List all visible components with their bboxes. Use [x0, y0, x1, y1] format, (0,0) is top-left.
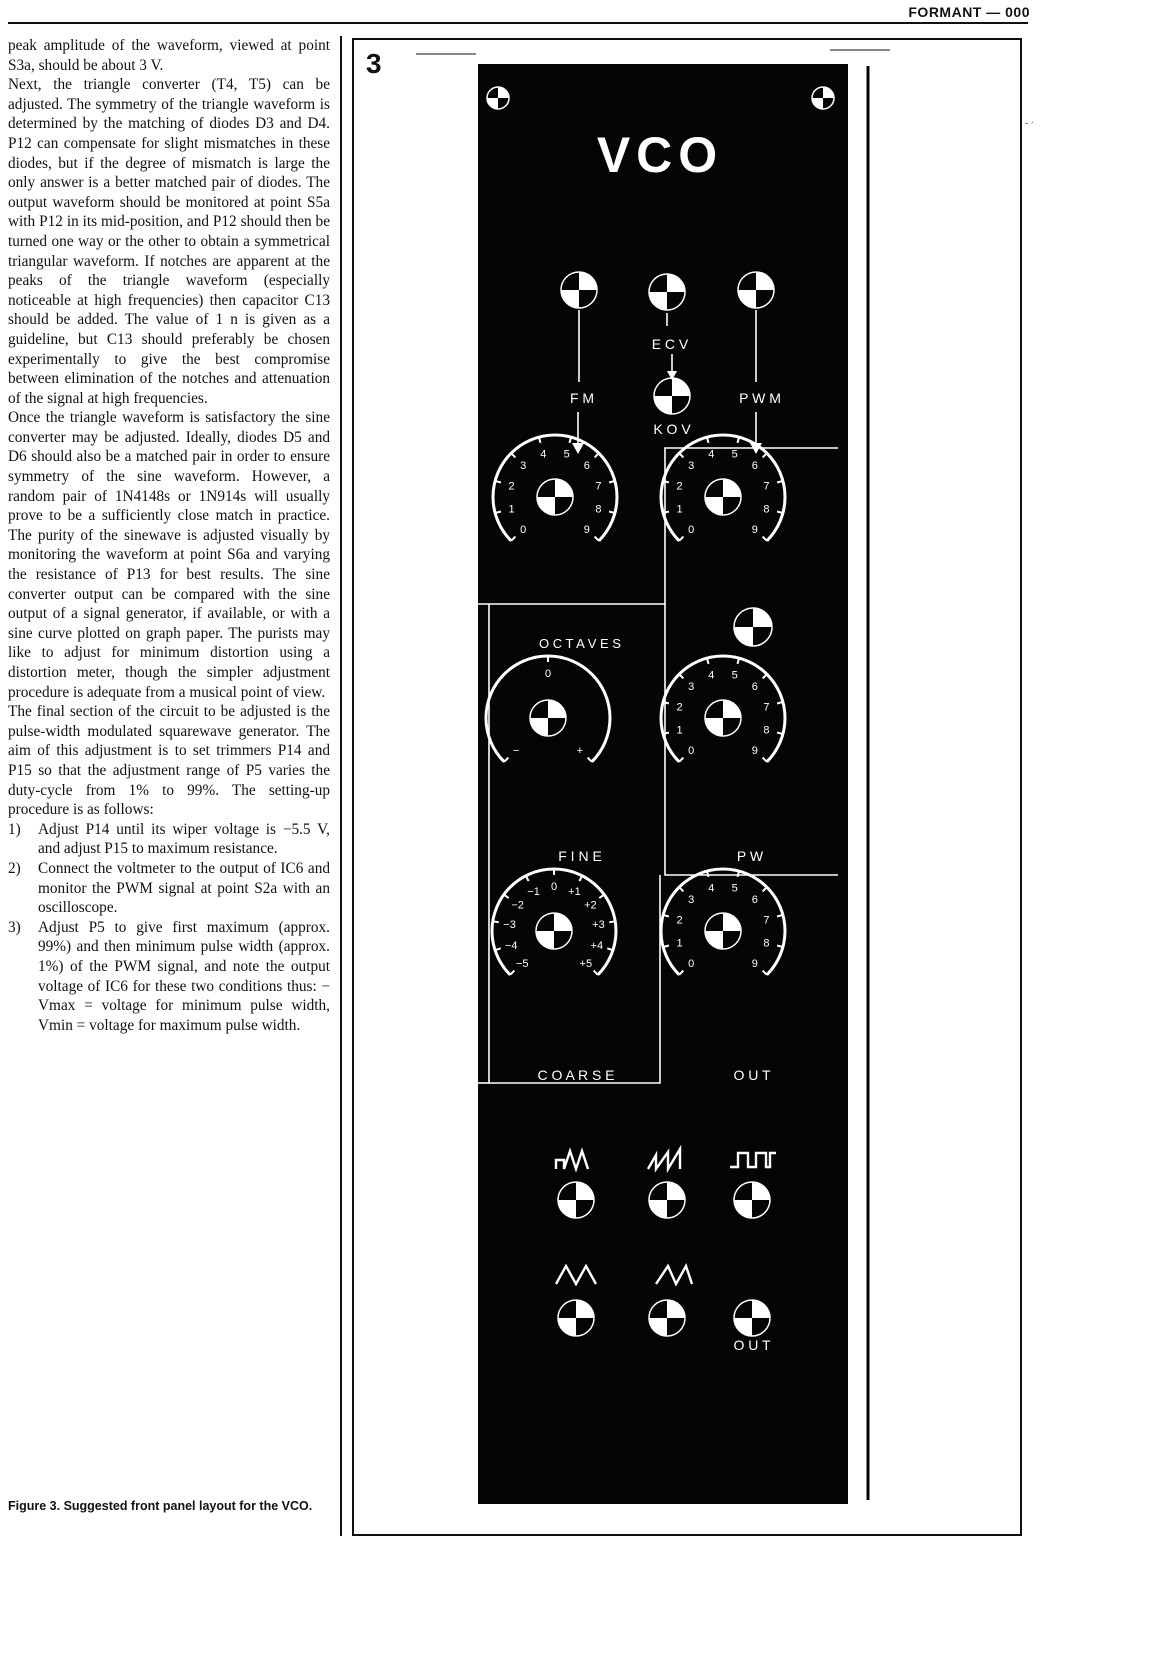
dial-tick-label: 3 [520, 460, 527, 473]
dial-tick-label: 5 [731, 669, 738, 682]
dial-tick-label: 9 [751, 957, 758, 970]
dial-tick-label: 5 [731, 448, 738, 461]
screw-icon-top-left [487, 87, 509, 109]
label-coarse: C O A R S E [537, 1067, 615, 1083]
label-pw: P W [736, 848, 764, 864]
dial-tick-label: 8 [763, 937, 770, 950]
label-fine: F I N E [558, 848, 602, 864]
dial-tick-label: 9 [751, 744, 758, 757]
dial-tick-label: 6 [751, 894, 758, 907]
dial-tick-label: +5 [579, 957, 593, 970]
knob-center-icon [536, 913, 572, 949]
screw-icon-top-right [812, 87, 834, 109]
pulse-output-jack [734, 1182, 770, 1218]
dial-tick-label: + [576, 744, 584, 757]
sawtooth-output-jack [649, 1182, 685, 1218]
dial-tick-label: 1 [508, 503, 515, 516]
step-3-text: Adjust P5 to give first maximum (approx. 99%) and then minimum pulse width (approx. 1%) of the PWM signal, and note the output voltage of IC6 for these two conditions thus: − Vmax = voltage for minimum pulse width, Vmin = voltage for maximum pulse width. [38, 918, 330, 1034]
dial-tick-label: 6 [583, 460, 590, 473]
ramp-output-jack [649, 1300, 685, 1336]
dial-tick-label: −1 [527, 885, 540, 898]
ecv-input-jack [649, 274, 685, 310]
knob-center-icon [705, 479, 741, 515]
dial-tick-label: −5 [515, 957, 529, 970]
screw-icon-middle [734, 608, 772, 646]
label-kov: K O V [653, 421, 691, 437]
dial-tick-label: 6 [751, 460, 758, 473]
running-head: FORMANT — 000 [908, 4, 1030, 20]
dial-tick-label: 0 [688, 744, 695, 757]
pwm-input-jack [738, 272, 774, 308]
label-pwm: P W M [739, 390, 781, 406]
step-2-number: 2) [8, 859, 21, 877]
dial-tick-label: 9 [583, 523, 590, 536]
step-1 [8, 820, 330, 859]
dial-tick-label: 2 [676, 914, 683, 927]
fm-input-jack [561, 272, 597, 308]
label-ecv: E C V [651, 336, 689, 352]
column-divider [340, 36, 342, 1536]
step-1-number: 1) [8, 820, 21, 838]
triangle-output-jack [558, 1300, 594, 1336]
paragraph-3: Once the triangle waveform is satisfactory the sine converter may be adjusted. Ideally, diodes D5 and D6 should also be a matched pair in order to ensure symmetry of the sine waveform. However, a random pair of 1N4148s or 1N914s will usually prove to be a sufficiently close match in practice. The purity of the sinewave is adjusted visually by monitoring the waveform at point S6a and varying the resistance of P13 for best results. The sine converter output can be compared with the sine output of a signal generator, if available, or with a sine curve plotted on graph paper. The purists may like to adjust for minimum distortion using a distortion meter, though the simpler adjustment procedure is adequate from a musical point of view. [8, 409, 330, 701]
knob-center-icon [705, 913, 741, 949]
dial-tick-label: 1 [676, 503, 683, 516]
dial-tick-label: 3 [688, 460, 695, 473]
dial-tick-label: 8 [763, 503, 770, 516]
dial-tick-label: 7 [595, 480, 602, 493]
dial-tick-label: 0 [550, 881, 558, 893]
dial-tick-label: 0 [688, 523, 695, 536]
knob-center-icon [537, 479, 573, 515]
dial-tick-label: +4 [590, 939, 604, 952]
step-1-text: Adjust P14 until its wiper voltage is −5.5 V, and adjust P15 to maximum resistance. [38, 820, 330, 858]
vco-front-panel [352, 38, 1020, 1534]
stray-mark: - · [1024, 118, 1034, 129]
dial-tick-label: −2 [511, 899, 524, 912]
step-3-number: 3) [8, 918, 21, 936]
dial-tick-label: 3 [688, 894, 695, 907]
steps-list [8, 820, 330, 1036]
dial-tick-label: 1 [676, 937, 683, 950]
dial-tick-label: −3 [503, 918, 516, 931]
header-rule [8, 22, 1028, 24]
dial-tick-label: 4 [708, 882, 715, 895]
dial-tick-label: 4 [708, 448, 715, 461]
paragraph-4: The final section of the circuit to be adjusted is the pulse-width modulated squarewave generator. The aim of this adjustment is to set trimmers P14 and P15 so that the adjustment range of P5 varies the duty-cycle from 1% to 99%. The setting-up procedure is as follows: [8, 703, 330, 819]
label-out-jack: O U T [733, 1337, 771, 1353]
step-2-text: Connect the voltmeter to the output of IC6 and monitor the PWM signal at point S2a with an oscilloscope. [38, 859, 330, 917]
dial-tick-label: 7 [763, 480, 770, 493]
dial-tick-label: 0 [544, 668, 552, 680]
dial-tick-label: 3 [688, 681, 695, 694]
dial-tick-label: 4 [708, 669, 715, 682]
dial-tick-label: 7 [763, 701, 770, 714]
label-fm: F M [569, 390, 595, 406]
dial-tick-label: +3 [592, 918, 605, 931]
body-text-column [8, 36, 330, 1035]
dial-tick-label: 8 [763, 724, 770, 737]
dial-tick-label: 2 [508, 480, 515, 493]
dial-tick-label: +1 [568, 885, 581, 898]
dial-tick-label: 6 [751, 681, 758, 694]
dial-tick-label: 0 [520, 523, 527, 536]
sine-output-jack [558, 1182, 594, 1218]
dial-tick-label: 9 [751, 523, 758, 536]
dial-tick-label: 2 [676, 480, 683, 493]
panel-title: VCO [596, 127, 724, 183]
kov-input-jack [654, 378, 690, 414]
dial-tick-label: +2 [584, 899, 597, 912]
paragraph-1: peak amplitude of the waveform, viewed at point S3a, should be about 3 V. [8, 37, 330, 74]
knob-center-icon [530, 700, 566, 736]
dial-tick-label: −4 [504, 939, 518, 952]
dial-tick-label: 4 [540, 448, 547, 461]
dial-tick-label: 8 [595, 503, 602, 516]
step-2 [8, 859, 330, 918]
out-output-jack [734, 1300, 770, 1336]
label-out-level: O U T [733, 1067, 771, 1083]
dial-tick-label: 1 [676, 724, 683, 737]
label-octaves: O C T A V E S [539, 636, 621, 651]
dial-tick-label: 5 [563, 448, 570, 461]
step-3 [8, 918, 330, 1036]
dial-tick-label: 5 [731, 882, 738, 895]
knob-center-icon [705, 700, 741, 736]
paragraph-2: Next, the triangle converter (T4, T5) can be adjusted. The symmetry of the triangle waveform is determined by the matching of diodes D3 and D4. P12 can compensate for slight mismatches in these diodes, but if the degree of mismatch is large the only answer is a better matched pair of diodes. The output waveform should be monitored at point S5a with P12 in its mid-position, and P12 should then be turned one way or the other to obtain a symmetrical triangular waveform. If notches are apparent at the peaks of the triangle waveform (especially noticeable at high frequencies) then capacitor C13 should be added. The value of 1 n is given as a guideline, but C13 should preferably be chosen experimentally to give the best compromise between elimination of the notches and attenuation of the signal at high frequencies. [8, 76, 330, 407]
dial-tick-label: 0 [688, 957, 695, 970]
figure-caption: Figure 3. Suggested front panel layout for the VCO. [8, 1499, 313, 1513]
dial-tick-label: − [512, 744, 520, 757]
dial-tick-label: 7 [763, 914, 770, 927]
dial-tick-label: 2 [676, 701, 683, 714]
figure-number: 3 [366, 48, 382, 79]
